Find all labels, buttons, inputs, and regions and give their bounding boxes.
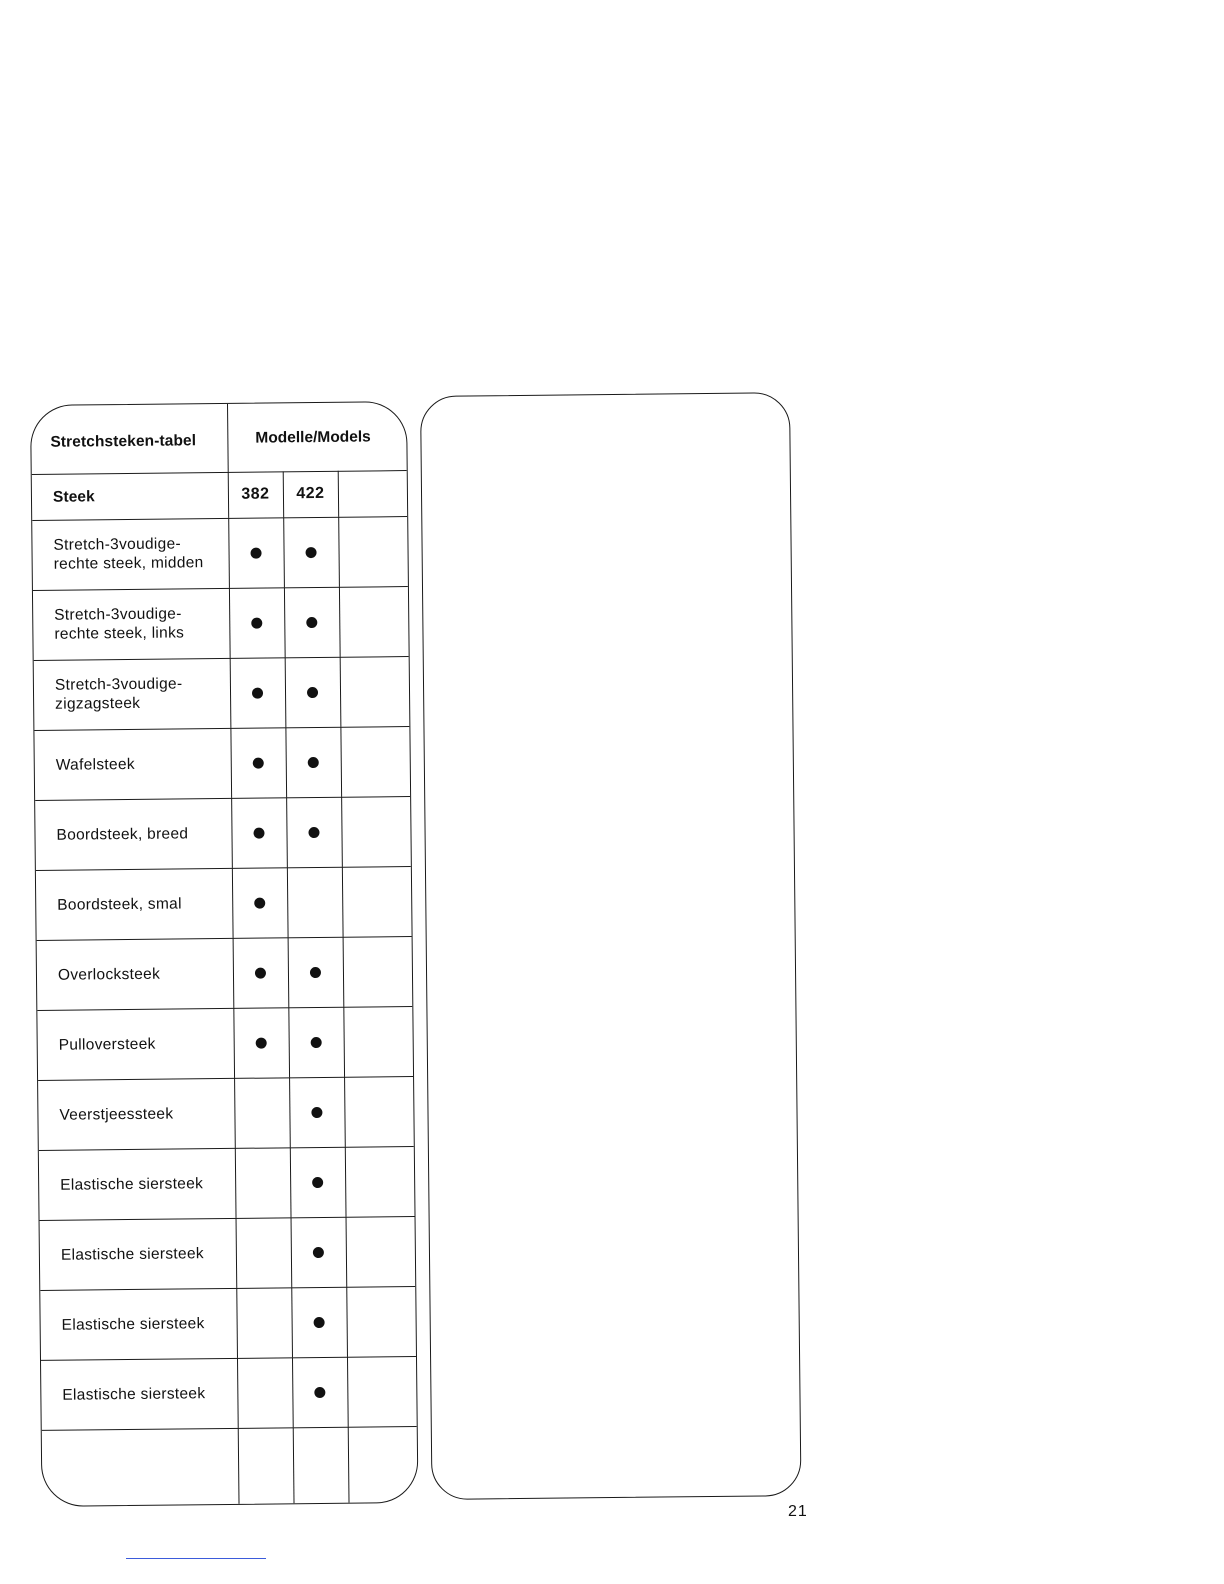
model-availability-cell — [348, 1426, 404, 1503]
empty-table-row — [42, 1426, 418, 1506]
model-availability-cell — [288, 1007, 344, 1078]
model-availability-cell — [339, 586, 395, 657]
stitch-row — [34, 726, 410, 801]
model-availability-cell — [343, 1006, 399, 1077]
stitch-name: Elastische siersteek — [60, 1174, 204, 1194]
model-availability-cell — [344, 1076, 400, 1147]
availability-dot — [313, 1246, 324, 1257]
stitch-name: Stretch-3voudige- zigzagsteek — [54, 675, 183, 713]
model-availability-cell — [237, 1357, 293, 1428]
stretch-stitch-table — [30, 401, 419, 1507]
stitch-name — [63, 1428, 236, 1506]
stitch-row — [38, 1076, 414, 1151]
model-availability-cell — [236, 1217, 292, 1288]
stitch-name: Elastische siersteek — [61, 1314, 205, 1334]
availability-dot — [311, 1036, 322, 1047]
model-availability-cell — [346, 1216, 402, 1287]
availability-dot — [314, 1316, 325, 1327]
stitch-name: Elastische siersteek — [60, 1244, 204, 1264]
table-title: Stretchsteken-tabel — [50, 432, 197, 451]
availability-dot — [314, 1386, 325, 1397]
model-availability-cell — [233, 1007, 289, 1078]
availability-dot — [308, 756, 319, 767]
stitch-row — [40, 1216, 416, 1291]
availability-dot — [306, 617, 317, 628]
availability-dot — [312, 1176, 323, 1187]
availability-dot — [307, 686, 318, 697]
model-availability-cell — [347, 1356, 403, 1427]
availability-dot — [308, 826, 319, 837]
model-availability-cell — [291, 1217, 347, 1288]
model-availability-cell — [235, 1147, 291, 1218]
stitch-row — [36, 866, 412, 941]
model-availability-cell — [238, 1427, 294, 1504]
model-availability-cell — [236, 1287, 292, 1358]
availability-dot — [253, 757, 264, 768]
model-availability-cell — [346, 1286, 402, 1357]
model-availability-cell — [230, 657, 286, 728]
availability-dot — [311, 1106, 322, 1117]
stitch-name: Stretch-3voudige- rechte steek, links — [54, 605, 185, 643]
model-availability-cell — [286, 797, 342, 868]
model-availability-cell — [293, 1427, 349, 1504]
model-availability-cell — [234, 1077, 290, 1148]
model-availability-cell — [338, 516, 394, 587]
stitch-row — [32, 516, 408, 591]
page-number: 21 — [788, 1503, 808, 1520]
model-availability-cell — [343, 936, 399, 1007]
availability-dot — [252, 687, 263, 698]
stitch-row — [37, 936, 413, 1011]
blank-panel — [420, 392, 802, 1500]
model-number-header: 382 — [241, 485, 270, 503]
model-availability-cell — [232, 867, 288, 938]
models-header: Modelle/Models — [255, 428, 371, 447]
stitch-row — [41, 1356, 417, 1431]
availability-dot — [310, 966, 321, 977]
model-availability-cell — [285, 727, 341, 798]
stitch-name: Veerstjeessteek — [59, 1105, 174, 1124]
model-availability-cell — [231, 797, 287, 868]
model-availability-cell — [283, 517, 339, 588]
stitch-name: Boordsteek, breed — [56, 824, 189, 844]
availability-dot — [254, 897, 265, 908]
model-availability-cell — [287, 867, 343, 938]
model-availability-cell — [284, 587, 340, 658]
model-availability-cell — [341, 796, 397, 867]
stitch-name: Pulloversteek — [58, 1035, 156, 1054]
availability-dot — [253, 827, 264, 838]
model-availability-cell — [289, 1077, 345, 1148]
stitch-column-header: Steek — [52, 487, 95, 506]
model-number-header: 422 — [296, 484, 325, 503]
model-availability-cell — [292, 1357, 348, 1428]
table-title-cell — [31, 404, 229, 474]
model-availability-cell — [228, 517, 284, 588]
stitch-row — [40, 1286, 416, 1361]
model-availability-cell — [291, 1287, 347, 1358]
stitch-name: Boordsteek, smal — [57, 894, 182, 914]
column-header-row — [32, 470, 407, 521]
stitch-name: Stretch-3voudige- rechte steek, midden — [53, 535, 204, 573]
model-availability-cell — [345, 1146, 401, 1217]
model-availability-cell — [230, 727, 286, 798]
model-availability-cell — [340, 656, 396, 727]
stitch-name: Wafelsteek — [55, 755, 135, 774]
stitch-name: Overlocksteek — [57, 965, 161, 984]
availability-dot — [251, 547, 262, 558]
stitch-row — [34, 656, 410, 731]
availability-dot — [255, 967, 266, 978]
footer-rule — [126, 1558, 266, 1559]
table-header-row — [31, 402, 407, 475]
stitch-row — [37, 1006, 413, 1081]
model-availability-cell — [288, 937, 344, 1008]
model-availability-cell — [340, 726, 396, 797]
availability-dot — [251, 617, 262, 628]
model-availability-cell — [233, 937, 289, 1008]
model-number-header — [338, 470, 393, 517]
stitch-name: Elastische siersteek — [62, 1384, 206, 1404]
stitch-row — [33, 586, 409, 661]
stitch-row — [35, 796, 411, 871]
model-availability-cell — [290, 1147, 346, 1218]
model-availability-cell — [285, 657, 341, 728]
availability-dot — [256, 1037, 267, 1048]
model-availability-cell — [229, 587, 285, 658]
stitch-row — [39, 1146, 415, 1221]
availability-dot — [305, 547, 316, 558]
model-availability-cell — [342, 866, 398, 937]
